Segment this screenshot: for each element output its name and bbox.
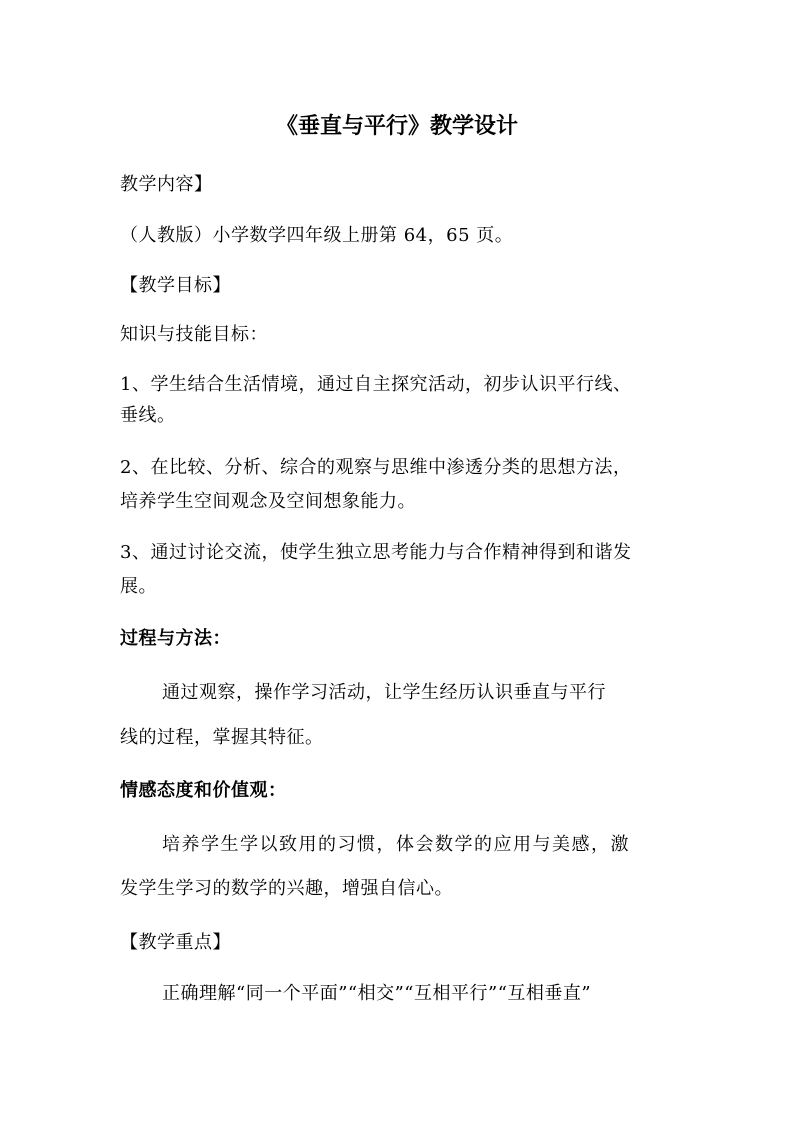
objective-3-line-1: 3、通过讨论交流，使学生独立思考能力与合作精神得到和谐发	[120, 542, 632, 563]
objective-2-line-1: 2、在比较、分析、综合的观察与思维中渗透分类的思想方法，	[120, 457, 632, 478]
emotion-line-2: 发学生学习的数学的兴趣，增强自信心。	[120, 878, 453, 899]
emotion-values-heading: 情感态度和价值观：	[120, 780, 287, 801]
objective-1-line-1: 1、学生结合生活情境，通过自主探究活动，初步认识平行线、	[120, 374, 632, 395]
teaching-content-text: （人教版）小学数学四年级上册第 64，65 页。	[120, 225, 514, 246]
teaching-objectives-heading: 【教学目标】	[120, 275, 231, 296]
process-method-heading: 过程与方法：	[120, 628, 231, 649]
process-line-1: 通过观察，操作学习活动，让学生经历认识垂直与平行	[162, 682, 606, 703]
teaching-content-heading: 教学内容】	[120, 174, 213, 195]
objective-1-line-2: 垂线。	[120, 405, 176, 426]
document-title: 《垂直与平行》教学设计	[275, 113, 518, 139]
objective-2-line-2: 培养学生空间观念及空间想象能力。	[120, 491, 416, 512]
objective-3-line-2: 展。	[120, 576, 157, 597]
knowledge-skills-heading: 知识与技能目标：	[120, 324, 268, 345]
process-line-2: 线的过程，掌握其特征。	[120, 727, 324, 748]
key-points-line-1: 正确理解“同一个平面”“相交”“互相平行”“互相垂直”	[162, 983, 592, 1004]
teaching-key-points-heading: 【教学重点】	[120, 932, 231, 953]
emotion-line-1: 培养学生学以致用的习惯，体会数学的应用与美感，激	[162, 834, 630, 855]
